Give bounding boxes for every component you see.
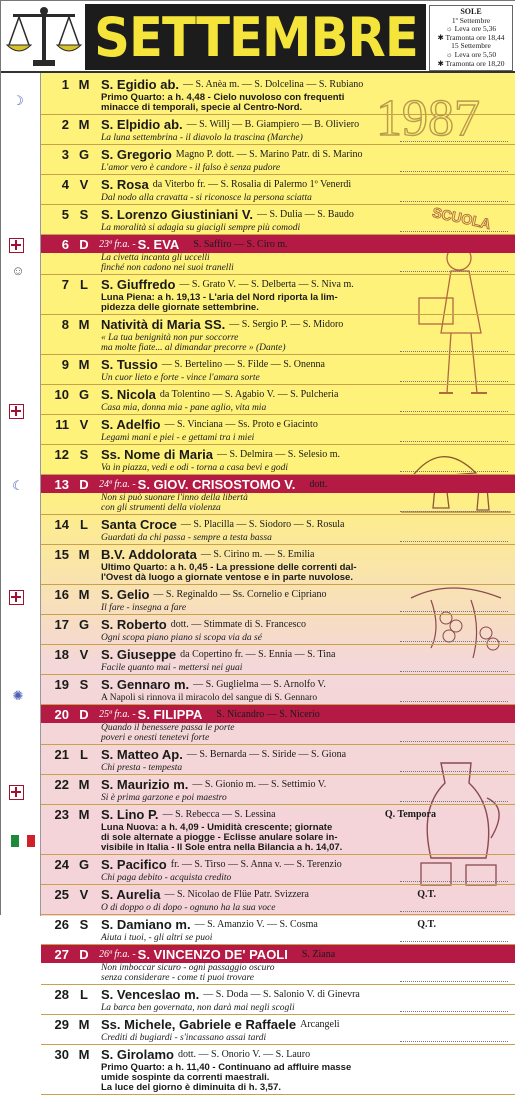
saint-name: S. Maurizio m.: [101, 776, 189, 792]
day-letter: M: [78, 1016, 90, 1032]
day-row: [41, 945, 515, 984]
saint-name: S. Adelfio: [101, 416, 161, 432]
day-note-line: Legami mani e piei - e gettami tra i miei: [101, 433, 255, 443]
day-note-line: La civetta incanta gli uccelli: [101, 253, 210, 263]
liturgical-note: Q. Tempora: [384, 808, 436, 820]
day-letter: G: [78, 856, 90, 872]
note-writing-line: [400, 541, 508, 542]
other-saints: Magno P. dott. — S. Marino Patr. di S. Marino: [175, 148, 363, 160]
day-number: 20: [54, 706, 69, 722]
other-saints: S. Saffiro — S. Ciro m.: [193, 238, 288, 250]
header: [1, 1, 515, 73]
liturgical-note: Q.T.: [417, 888, 436, 900]
day-row: [41, 705, 515, 744]
day-number: 27: [54, 946, 69, 962]
day-number: 10: [54, 386, 69, 402]
day-header-line: [41, 75, 515, 93]
sunday-highlight: [41, 945, 294, 963]
saint-name: S. Roberto: [101, 616, 167, 632]
day-header-line: [41, 235, 515, 253]
saint-name: S. Egidio ab.: [101, 76, 180, 92]
day-row: [41, 745, 515, 774]
other-saints: — S. Guglielma — S. Arnolfo V.: [193, 678, 326, 690]
day-note-line: ma molte fiate... al dimandar precorre » (Dante): [101, 343, 286, 353]
sun-line-1: 1º Settembre: [451, 15, 491, 25]
note-writing-line: [400, 941, 508, 942]
day-letter: M: [78, 1046, 90, 1062]
day-row: [41, 915, 515, 944]
day-row: [41, 675, 515, 704]
saint-name: S. Giuffredo: [101, 276, 176, 292]
day-row: [41, 1015, 515, 1044]
day-header-line: [41, 1015, 515, 1033]
note-writing-line: [400, 141, 508, 142]
day-row: [41, 985, 515, 1014]
day-row: [41, 885, 515, 914]
day-header-line: [41, 545, 515, 563]
other-saints: — S. Grato V. — S. Delberta — S. Niva m.: [179, 278, 354, 290]
day-note-line: pidezza delle giornate settembrine.: [101, 302, 259, 313]
saint-name: S. Gregorio: [101, 146, 172, 162]
day-header-line: [41, 115, 515, 133]
day-note-line: di sole alternate a piogge - Eclisse anulare solare in-: [101, 832, 338, 843]
day-letter: D: [79, 476, 89, 492]
note-writing-line: [400, 801, 508, 802]
day-number: 26: [54, 916, 69, 932]
day-note-line: L'amor vero è candore - il falso è senza pudore: [101, 163, 281, 173]
note-writing-line: [400, 411, 508, 412]
month-title-box: [85, 4, 426, 70]
saint-name: S. VINCENZO DE' PAOLI: [137, 946, 288, 962]
day-note-line: Chi presta - tempesta: [101, 763, 183, 773]
day-header-line: [41, 745, 515, 763]
calendar-body: [41, 73, 515, 1093]
note-writing-line: [400, 171, 508, 172]
sun-line-3: ✱ Tramonta ore 18,44: [437, 32, 505, 42]
left-icon-strip: [1, 73, 41, 916]
day-note-line: La barca ben governata, non darà mai negli scogli: [101, 1003, 295, 1013]
day-note-line: A Napoli si rinnova il miracolo del sangue di S. Gennaro: [101, 693, 318, 703]
saint-name: S. Tussio: [101, 356, 158, 372]
other-saints: fr. — S. Tirso — S. Anna v. — S. Terenzio: [170, 858, 342, 870]
day-letter: S: [79, 446, 89, 462]
saint-name: S. Giuseppe: [101, 646, 177, 662]
note-writing-line: [400, 611, 508, 612]
day-row: [41, 75, 515, 114]
other-saints: — S. Placilla — S. Siodoro — S. Rosula: [180, 518, 345, 530]
day-number: 7: [61, 276, 69, 292]
day-note-line: poveri e onesti tenetevi forte: [101, 733, 210, 743]
day-note-line: Crediti di bugiardi - s'incassano assai tardi: [101, 1033, 267, 1043]
day-number: 4: [61, 176, 69, 192]
day-letter: M: [78, 806, 90, 822]
note-writing-line: [400, 911, 508, 912]
day-letter: M: [78, 776, 90, 792]
saint-name: S. Gelio: [101, 586, 150, 602]
note-writing-line: [400, 641, 508, 642]
note-writing-line: [400, 1011, 508, 1012]
day-number: 1: [61, 76, 69, 92]
sunday-cross-icon: [9, 404, 24, 419]
italian-flag-icon: [11, 835, 35, 847]
day-note-line: umide sospinte da correnti maestrali.: [101, 1072, 270, 1083]
day-letter: V: [79, 176, 89, 192]
note-writing-line: [400, 441, 508, 442]
day-note-line: Va in piazza, vedi e odi - torna a casa bevi e godi: [101, 463, 289, 473]
note-writing-line: [400, 511, 508, 512]
other-saints: — S. Willj — B. Giampiero — B. Oliviero: [186, 118, 360, 130]
day-header-line: [41, 515, 515, 533]
saint-name: S. Lorenzo Giustiniani V.: [101, 206, 253, 222]
day-note-line: Luna Nuova: a h. 4,09 - Umidità crescente; giornate: [101, 822, 333, 833]
day-note-line: La moralità si adagia su giacigli sempre più comodi: [101, 223, 301, 233]
day-note-line: con gli strumenti della violenza: [101, 503, 221, 513]
note-writing-line: [400, 671, 508, 672]
day-note-line: Primo Quarto: a h. 11,40 - Continuano ad affluire masse: [101, 1062, 352, 1073]
day-number: 28: [54, 986, 69, 1002]
sunday-week-label: 23ª fr.a. -: [99, 238, 136, 250]
day-number: 22: [54, 776, 69, 792]
other-saints: — S. Anèa m. — S. Dolcelina — S. Rubiano: [183, 78, 364, 90]
day-row: [41, 385, 515, 414]
day-number: 15: [54, 546, 69, 562]
day-note-line: Quando il benessere passa le porte: [101, 723, 235, 733]
day-letter: M: [78, 316, 90, 332]
day-row: [41, 315, 515, 354]
day-number: 13: [54, 476, 69, 492]
note-writing-line: [400, 981, 508, 982]
saint-name: S. Venceslao m.: [101, 986, 200, 1002]
month-title: SETTEMBRE: [93, 5, 418, 69]
day-letter: V: [79, 646, 89, 662]
day-note-line: Ogni scopa piano piano si scopa via da sé: [101, 633, 262, 643]
saint-name: Santa Croce: [101, 516, 177, 532]
saint-name: S. Pacifico: [101, 856, 167, 872]
day-letter: M: [78, 356, 90, 372]
other-saints: da Copertino fr. — S. Ennia — S. Tina: [180, 648, 336, 660]
day-header-line: [41, 415, 515, 433]
other-saints: — S. Reginaldo — Ss. Cornelio e Cipriano: [153, 588, 327, 600]
note-writing-line: [400, 1041, 508, 1042]
saint-name: S. Nicola: [101, 386, 156, 402]
saint-name: S. Girolamo: [101, 1046, 174, 1062]
day-note-line: Dal nodo alla cravatta - si riconosce la persona sciatta: [101, 193, 312, 203]
day-letter: M: [78, 76, 90, 92]
other-saints: da Viterbo fr. — S. Rosalia di Palermo 1º Venerdì: [152, 178, 352, 190]
sunday-cross-icon: [9, 590, 24, 605]
sunday-highlight: [41, 235, 185, 253]
other-saints: — S. Bertelino — S. Filde — S. Onenna: [161, 358, 325, 370]
day-number: 21: [54, 746, 69, 762]
note-writing-line: [400, 351, 508, 352]
sun-line-6: ✱ Tramonta ore 18,20: [437, 58, 505, 68]
day-row: [41, 205, 515, 234]
day-header-line: [41, 615, 515, 633]
first-quarter-moon-icon: ☽: [12, 93, 24, 108]
day-header-line: [41, 1045, 515, 1063]
other-saints: — S. Amanzio V. — S. Cosma: [194, 918, 318, 930]
saint-name: S. Aurelia: [101, 886, 161, 902]
note-writing-line: [400, 231, 508, 232]
note-writing-line: [400, 271, 508, 272]
day-row: [41, 855, 515, 884]
day-row: [41, 1045, 515, 1094]
day-header-line: [41, 145, 515, 163]
sunday-cross-icon: [9, 238, 24, 253]
sun-line-5: ☼ Leva ore 5,50: [445, 49, 497, 59]
year-text: 1987: [376, 90, 480, 147]
day-header-line: [41, 645, 515, 663]
day-header-line: [41, 675, 515, 693]
day-letter: L: [80, 276, 88, 292]
day-note-line: Luna Piena: a h. 19,13 - L'aria del Nord riporta la lim-: [101, 292, 338, 303]
day-number: 25: [54, 886, 69, 902]
day-number: 5: [61, 206, 69, 222]
day-row: [41, 145, 515, 174]
day-letter: S: [79, 676, 89, 692]
day-header-line: [41, 915, 515, 933]
day-letter: V: [79, 416, 89, 432]
day-note-line: Facile quanto mai - mettersi nei guai: [101, 663, 243, 673]
saint-name: Ss. Nome di Maria: [101, 446, 213, 462]
full-moon-icon: ☺: [11, 263, 25, 278]
other-saints: — S. Vinciana — Ss. Proto e Giacinto: [164, 418, 318, 430]
saint-name: B.V. Addolorata: [101, 546, 197, 562]
day-note-line: Non imboccar sicuro - ogni passaggio oscuro: [101, 963, 275, 973]
day-note-line: minacce di temporali, specie al Centro-Nord.: [101, 102, 303, 113]
day-letter: M: [78, 116, 90, 132]
other-saints: dott.: [309, 478, 328, 490]
saint-name: S. GIOV. CRISOSTOMO V.: [137, 476, 296, 492]
day-row: [41, 355, 515, 384]
other-saints: — S. Dulia — S. Baudo: [256, 208, 354, 220]
day-note-line: Guardati da chi passa - sempre a testa bassa: [101, 533, 272, 543]
day-letter: G: [78, 386, 90, 402]
day-number: 11: [55, 416, 69, 432]
other-saints: — S. Delmira — S. Selesio m.: [216, 448, 341, 460]
day-row: [41, 115, 515, 144]
day-header-line: [41, 175, 515, 193]
other-saints: S. Ziana: [301, 948, 336, 960]
note-writing-line: [400, 471, 508, 472]
day-note-line: Primo Quarto: a h. 4,48 - Cielo nuvoloso con frequenti: [101, 92, 345, 103]
sunday-highlight: [41, 705, 208, 723]
note-writing-line: [400, 381, 508, 382]
day-letter: D: [79, 946, 89, 962]
day-row: [41, 475, 515, 514]
day-row: [41, 585, 515, 614]
saint-name: S. FILIPPA: [137, 706, 203, 722]
other-saints: dott. — S. Onorio V. — S. Lauro: [177, 1048, 311, 1060]
other-saints: — S. Cirino m. — S. Emilia: [200, 548, 315, 560]
saint-name: S. Lino P.: [101, 806, 159, 822]
day-header-line: [41, 355, 515, 373]
note-writing-line: [400, 741, 508, 742]
sunday-week-label: 24ª fr.a. -: [99, 478, 136, 490]
day-note-line: visibile in Italia - Il Sole entra nella Bilancia a h. 14,07.: [101, 842, 343, 853]
libra-scales-icon: [5, 5, 83, 69]
day-note-line: Chi paga debito - acquista credito: [101, 873, 232, 883]
day-letter: G: [78, 146, 90, 162]
day-note-line: La luna settembrina - il diavolo la trascina (Marche): [101, 133, 303, 143]
day-letter: D: [79, 236, 89, 252]
day-note-line: Casa mia, donna mia - pane aglio, vita mia: [101, 403, 267, 413]
saint-name: S. EVA: [137, 236, 180, 252]
day-note-line: Si è prima garzone e poi maestro: [101, 793, 227, 803]
day-row: [41, 175, 515, 204]
other-saints: — S. Rebecca — S. Lessina: [162, 808, 276, 820]
saint-name: S. Elpidio ab.: [101, 116, 183, 132]
day-letter: V: [79, 886, 89, 902]
day-letter: S: [79, 916, 89, 932]
day-letter: L: [80, 746, 88, 762]
note-writing-line: [400, 771, 508, 772]
day-header-line: [41, 275, 515, 293]
day-letter: L: [80, 516, 88, 532]
day-header-line: [41, 585, 515, 603]
day-letter: D: [79, 706, 89, 722]
day-number: 9: [61, 356, 69, 372]
day-row: [41, 415, 515, 444]
last-quarter-moon-icon: ☾: [12, 478, 24, 493]
day-header-line: [41, 445, 515, 463]
other-saints: dott. — Stimmate di S. Francesco: [170, 618, 306, 630]
day-row: [41, 545, 515, 584]
day-letter: M: [78, 586, 90, 602]
scuola-text: SCUOLA: [431, 204, 493, 232]
sunday-week-label: 26ª fr.a. -: [99, 948, 136, 960]
day-note-line: Un cuor lieto e forte - vince l'amara sorte: [101, 373, 260, 383]
day-header-line: [41, 985, 515, 1003]
day-note-line: Aiuta i tuoi, - gli altri se puoi: [101, 933, 213, 943]
day-number: 23: [54, 806, 69, 822]
saint-name: S. Rosa: [101, 176, 149, 192]
day-letter: L: [80, 986, 88, 1002]
day-header-line: [41, 945, 515, 963]
day-note-line: La luce del giorno è diminuita di h. 3,57.: [101, 1082, 282, 1093]
day-number: 19: [54, 676, 69, 692]
day-row: [41, 615, 515, 644]
day-letter: G: [78, 616, 90, 632]
day-note-line: Il fare - insegna a fare: [101, 603, 187, 613]
day-row: [41, 235, 515, 274]
day-note-line: Non si può suonare l'inno della libertà: [101, 493, 248, 503]
day-header-line: [41, 855, 515, 873]
day-header-line: [41, 775, 515, 793]
day-letter: M: [78, 546, 90, 562]
day-header-line: [41, 805, 515, 823]
day-header-line: [41, 205, 515, 223]
note-writing-line: [400, 701, 508, 702]
day-number: 29: [54, 1016, 69, 1032]
saint-name: Natività di Maria SS.: [101, 316, 226, 332]
sunday-highlight: [41, 475, 301, 493]
liturgical-note: Q.T.: [417, 918, 436, 930]
day-number: 6: [61, 236, 69, 252]
day-header-line: [41, 385, 515, 403]
day-number: 12: [54, 446, 69, 462]
day-letter: S: [79, 206, 89, 222]
other-saints: — S. Sergio P. — S. Midoro: [229, 318, 344, 330]
day-number: 2: [61, 116, 69, 132]
sunday-week-label: 25ª fr.a. -: [99, 708, 136, 720]
other-saints: — S. Doda — S. Salonio V. di Ginevra: [203, 988, 360, 1000]
day-number: 3: [61, 146, 69, 162]
sunday-cross-icon: [9, 785, 24, 800]
day-row: [41, 515, 515, 544]
other-saints: — S. Gionio m. — S. Settimio V.: [192, 778, 327, 790]
day-number: 14: [54, 516, 69, 532]
day-note-line: Ultimo Quarto: a h. 0,45 - La pressione delle correnti dal-: [101, 562, 357, 573]
day-header-line: [41, 315, 515, 333]
saint-name: S. Damiano m.: [101, 916, 191, 932]
day-header-line: [41, 475, 515, 493]
day-row: [41, 445, 515, 474]
saint-name: S. Gennaro m.: [101, 676, 190, 692]
day-number: 8: [61, 316, 69, 332]
day-number: 18: [54, 646, 69, 662]
day-note-line: l'Ovest dà luogo a giornate ventose e in parte nuvolose.: [101, 572, 353, 583]
other-saints: Arcangeli: [300, 1018, 340, 1030]
day-note-line: « La tua benignità non pur soccorre: [101, 333, 239, 343]
day-note-line: finché non cadono nei suoi tranelli: [101, 263, 234, 273]
day-number: 17: [54, 616, 69, 632]
day-note-line: senza considerare - come ti puoi trovare: [101, 973, 255, 983]
sun-line-4: 15 Settembre: [451, 41, 491, 51]
note-writing-line: [400, 201, 508, 202]
day-row: [41, 275, 515, 314]
day-row: [41, 805, 515, 854]
day-row: [41, 775, 515, 804]
sun-line-2: ☼ Leva ore 5,36: [445, 24, 497, 34]
sun-label: SOLE: [460, 7, 482, 16]
day-note-line: O di doppo o di dopo - ognuno ha la sua voce: [101, 903, 276, 913]
sun-info: [429, 5, 513, 71]
saint-name: S. Matteo Ap.: [101, 746, 183, 762]
note-writing-line: [400, 881, 508, 882]
day-number: 30: [54, 1046, 69, 1062]
new-moon-icon: ✺: [12, 688, 24, 703]
saint-name: Ss. Michele, Gabriele e Raffaele: [101, 1016, 297, 1032]
day-number: 24: [54, 856, 69, 872]
other-saints: S. Nicandro — S. Nicerio: [216, 708, 320, 720]
day-header-line: [41, 705, 515, 723]
day-row: [41, 645, 515, 674]
other-saints: da Tolentino — S. Agabio V. — S. Pulcheria: [159, 388, 339, 400]
day-header-line: [41, 885, 515, 903]
other-saints: — S. Nicolao de Flüe Patr. Svizzera: [164, 888, 309, 900]
other-saints: — S. Bernarda — S. Siride — S. Giona: [186, 748, 347, 760]
day-number: 16: [54, 586, 69, 602]
